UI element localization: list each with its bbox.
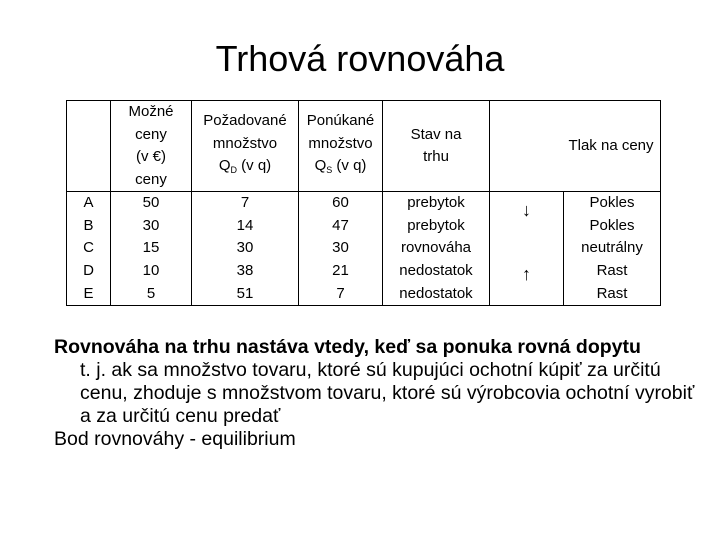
qs-unit: (v q) xyxy=(332,157,367,175)
header-price-line: (v €) xyxy=(136,148,166,165)
header-market-state xyxy=(383,101,490,192)
pressure-arrows xyxy=(490,192,564,306)
pressure-value: Rast xyxy=(596,284,628,302)
header-qs-line: množstvo xyxy=(308,134,373,152)
qd-value: 30 xyxy=(236,239,254,257)
header-pressure-label: Tlak na ceny xyxy=(568,136,654,154)
qs-value: 21 xyxy=(332,262,349,280)
header-price-line: ceny xyxy=(135,170,167,188)
pressure-value: Pokles xyxy=(589,216,635,234)
qd-value: 38 xyxy=(236,262,254,280)
equilibrium-point: Bod rovnováhy - equilibrium xyxy=(54,428,296,450)
pressure-value: Pokles xyxy=(589,194,635,211)
qs-values xyxy=(299,192,383,306)
qs-value: 47 xyxy=(332,216,349,234)
table-header-row xyxy=(67,101,661,192)
header-qd-line: množstvo xyxy=(212,134,278,152)
equilibrium-explanation: t. j. ak sa množstvo tovaru, ktoré sú kupujúci ochotní kúpiť za určitú cenu, zhoduje s množstvom tovaru, ktoré sú výrobcovia ochotní vyrobiť a za určitú cenu predať xyxy=(80,359,695,427)
price-value: 10 xyxy=(142,262,160,280)
pressure-values xyxy=(564,192,661,306)
pressure-value: neutrálny xyxy=(581,239,643,257)
state-value: prebytok xyxy=(407,216,465,234)
qd-sub: D xyxy=(230,165,237,176)
header-row-label xyxy=(67,101,111,192)
state-value: nedostatok xyxy=(399,284,473,302)
header-state-line: trhu xyxy=(423,148,449,165)
market-equilibrium-table xyxy=(66,100,661,306)
price-value: 5 xyxy=(146,284,156,302)
qs-value: 30 xyxy=(332,239,349,257)
qs-value: 7 xyxy=(336,284,345,302)
row-label: C xyxy=(83,239,94,257)
state-values xyxy=(383,192,490,306)
header-price-line: Možné xyxy=(128,103,174,120)
arrow-up-icon: ↑ xyxy=(522,264,531,285)
slide-title: Trhová rovnováha xyxy=(215,38,505,79)
qd-values xyxy=(192,192,299,306)
equilibrium-definition: Rovnováha na trhu nastáva vtedy, keď sa ponuka rovná dopytu xyxy=(54,336,641,358)
state-value: prebytok xyxy=(407,194,465,211)
body-text xyxy=(54,336,700,451)
qd-value: 14 xyxy=(236,216,254,234)
header-qs-line: Ponúkané xyxy=(306,112,375,130)
row-label: E xyxy=(83,284,94,302)
header-qs-symbol xyxy=(299,155,382,182)
qd-q: Q xyxy=(218,157,231,175)
qs-value: 60 xyxy=(332,194,349,211)
row-label: B xyxy=(83,216,94,234)
header-price-line: ceny xyxy=(135,125,167,143)
state-value: rovnováha xyxy=(400,239,472,257)
qd-value: 51 xyxy=(236,284,254,302)
header-state-line: Stav na xyxy=(410,125,462,143)
header-price-pressure xyxy=(490,101,661,192)
row-labels xyxy=(67,192,111,306)
price-value: 50 xyxy=(142,194,160,211)
qd-value: 7 xyxy=(240,194,250,211)
row-label: D xyxy=(83,262,94,280)
header-quantity-demanded xyxy=(192,101,299,192)
header-qd-symbol xyxy=(192,155,298,182)
header-quantity-supplied xyxy=(299,101,383,192)
row-label: A xyxy=(83,194,94,211)
header-price xyxy=(111,101,192,192)
qs-sub: S xyxy=(326,165,333,176)
state-value: nedostatok xyxy=(399,262,473,280)
table-body-row xyxy=(67,192,661,306)
qs-q: Q xyxy=(314,157,327,175)
pressure-value: Rast xyxy=(596,262,628,280)
header-qd-line: Požadované xyxy=(203,112,287,130)
arrow-down-icon: ↓ xyxy=(522,200,531,221)
price-values xyxy=(111,192,192,306)
qd-unit: (v q) xyxy=(237,157,272,175)
arrow-stack xyxy=(490,192,563,305)
price-value: 15 xyxy=(142,239,160,257)
price-value: 30 xyxy=(142,216,160,234)
